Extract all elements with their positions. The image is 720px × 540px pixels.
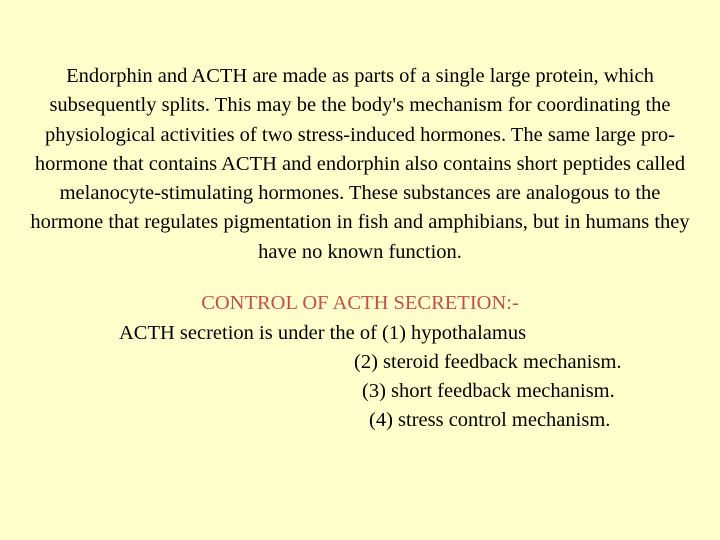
body-paragraph: Endorphin and ACTH are made as parts of a single large protein, which subsequently splits. This may be the body's mechanism for coordinating the physiological activities of two stress-induced hormones. The same large pro-hormone that contains ACTH and endorphin also contains short peptides called melanocyte-stimulating hormones. These substances are analogous to the hormone that regulates pigmentation in fish and amphibians, but in humans they have no known function. xyxy=(30,65,690,263)
control-line-stress-control: (4) stress control mechanism. xyxy=(369,409,611,431)
control-line-short-feedback: (3) short feedback mechanism. xyxy=(362,380,615,402)
section-heading: CONTROL OF ACTH SECRETION:- xyxy=(201,292,519,314)
control-line-hypothalamus: ACTH secretion is under the of (1) hypothalamus xyxy=(119,322,527,344)
control-line-steroid-feedback: (2) steroid feedback mechanism. xyxy=(354,351,622,373)
